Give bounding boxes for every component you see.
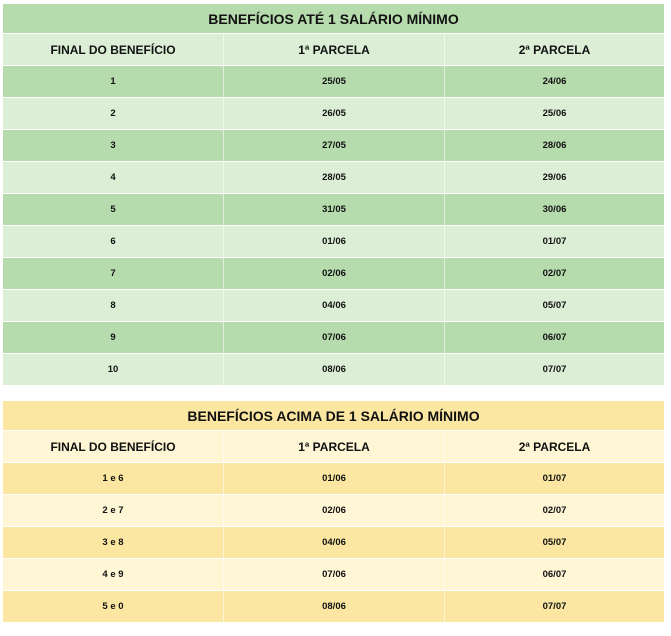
cell-first-installment: 02/06	[223, 495, 444, 526]
table-row	[3, 463, 664, 495]
cell-final-benefit: 3	[110, 140, 116, 151]
cell-second-installment: 05/07	[444, 527, 664, 558]
header-first-installment: 1ª PARCELA	[223, 34, 444, 65]
cell-first-installment: 28/05	[223, 162, 444, 193]
cell-second-installment: 05/07	[444, 290, 664, 321]
table-row	[3, 258, 664, 290]
cell-final-benefit: 10	[107, 364, 119, 375]
cell-second-installment: 07/07	[444, 354, 664, 385]
cell-second-installment: 30/06	[444, 194, 664, 225]
table-up-to-minimum-wage	[3, 4, 664, 386]
cell-first-installment: 04/06	[223, 527, 444, 558]
table-row	[3, 322, 664, 354]
table-row	[3, 130, 664, 162]
cell-final-benefit: 9	[110, 332, 116, 343]
cell-first-installment: 08/06	[223, 354, 444, 385]
cell-first-installment: 04/06	[223, 290, 444, 321]
cell-final-benefit: 3 e 8	[102, 537, 124, 548]
table-row	[3, 559, 664, 591]
table-title: BENEFÍCIOS ACIMA DE 1 SALÁRIO MÍNIMO	[3, 401, 664, 431]
table-row	[3, 226, 664, 258]
cell-first-installment: 07/06	[223, 322, 444, 353]
table-row	[3, 354, 664, 386]
table-header-row	[3, 431, 664, 463]
table-above-minimum-wage	[3, 401, 664, 623]
table-row	[3, 162, 664, 194]
cell-first-installment: 25/05	[223, 66, 444, 97]
cell-final-benefit: 5	[110, 204, 116, 215]
header-second-installment: 2ª PARCELA	[444, 34, 664, 65]
cell-final-benefit: 4	[110, 172, 116, 183]
table-body	[3, 66, 664, 386]
table-row	[3, 98, 664, 130]
cell-final-benefit: 6	[110, 236, 116, 247]
header-final-benefit: FINAL DO BENEFÍCIO	[50, 42, 176, 57]
cell-second-installment: 01/07	[444, 463, 664, 494]
table-header-row	[3, 34, 664, 66]
cell-final-benefit: 5 e 0	[102, 601, 124, 612]
cell-second-installment: 24/06	[444, 66, 664, 97]
cell-first-installment: 01/06	[223, 463, 444, 494]
cell-second-installment: 02/07	[444, 495, 664, 526]
cell-first-installment: 02/06	[223, 258, 444, 289]
cell-final-benefit: 1 e 6	[102, 473, 124, 484]
cell-second-installment: 25/06	[444, 98, 664, 129]
cell-first-installment: 26/05	[223, 98, 444, 129]
cell-second-installment: 29/06	[444, 162, 664, 193]
cell-final-benefit: 1	[110, 76, 116, 87]
cell-final-benefit: 4 e 9	[102, 569, 124, 580]
table-title: BENEFÍCIOS ATÉ 1 SALÁRIO MÍNIMO	[3, 4, 664, 34]
cell-final-benefit: 8	[110, 300, 116, 311]
table-row	[3, 194, 664, 226]
cell-first-installment: 01/06	[223, 226, 444, 257]
cell-first-installment: 27/05	[223, 130, 444, 161]
cell-second-installment: 07/07	[444, 591, 664, 622]
table-row	[3, 527, 664, 559]
table-body	[3, 463, 664, 623]
cell-second-installment: 28/06	[444, 130, 664, 161]
cell-first-installment: 08/06	[223, 591, 444, 622]
cell-final-benefit: 2 e 7	[102, 505, 124, 516]
table-row	[3, 66, 664, 98]
cell-final-benefit: 2	[110, 108, 116, 119]
cell-second-installment: 06/07	[444, 322, 664, 353]
cell-first-installment: 07/06	[223, 559, 444, 590]
cell-second-installment: 02/07	[444, 258, 664, 289]
table-row	[3, 591, 664, 623]
cell-second-installment: 06/07	[444, 559, 664, 590]
header-final-benefit: FINAL DO BENEFÍCIO	[50, 439, 176, 454]
table-row	[3, 495, 664, 527]
cell-first-installment: 31/05	[223, 194, 444, 225]
table-row	[3, 290, 664, 322]
cell-second-installment: 01/07	[444, 226, 664, 257]
cell-final-benefit: 7	[110, 268, 116, 279]
header-second-installment: 2ª PARCELA	[444, 431, 664, 462]
header-first-installment: 1ª PARCELA	[223, 431, 444, 462]
